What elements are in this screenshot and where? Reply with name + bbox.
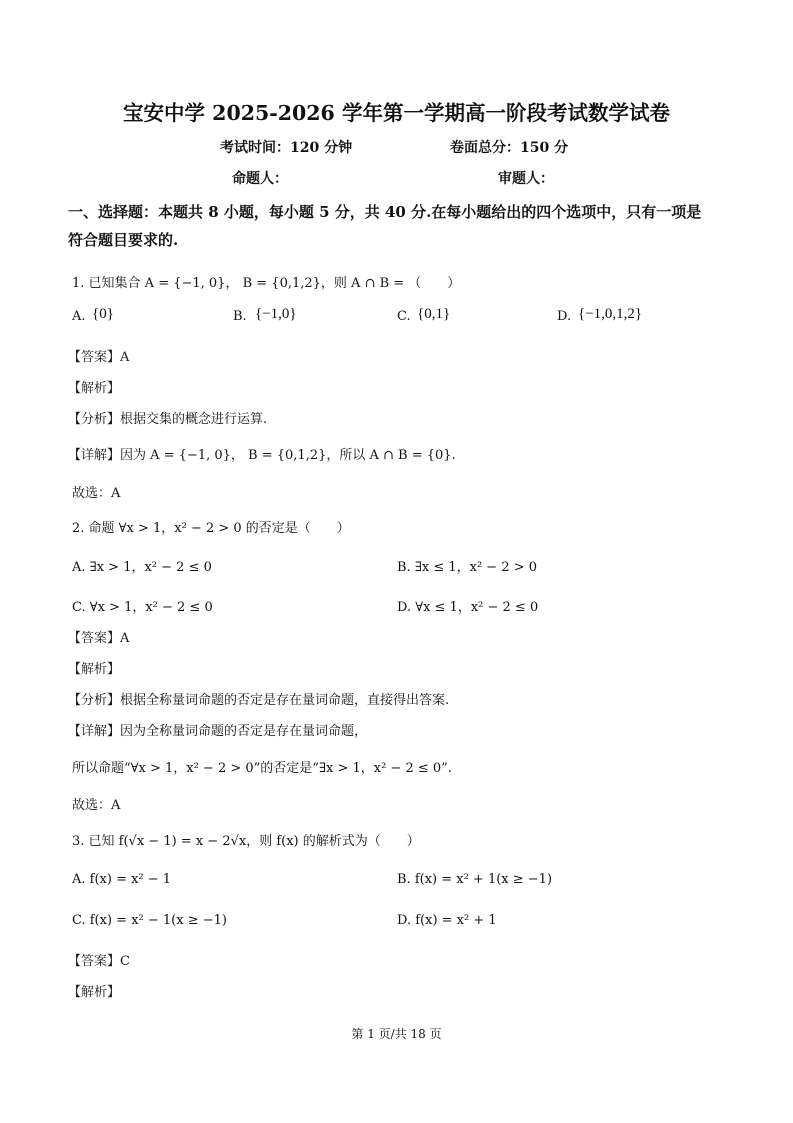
q3-analysis-heading: 【解析】 xyxy=(68,985,121,1000)
reviewer-label: 审题人： xyxy=(498,171,554,187)
exam-time: 考试时间：120 分钟 xyxy=(220,140,353,156)
q1-option-a-label: A. xyxy=(72,309,86,324)
q2-detail: 【详解】因为全称量词命题的否定是存在量词命题， xyxy=(68,724,368,739)
q1-option-b-value: {−1,0} xyxy=(255,306,297,322)
total-score: 卷面总分：150 分 xyxy=(450,140,569,156)
q3-option-d: D. f(x) = x² + 1 xyxy=(397,913,497,928)
q2-detail-line2: 所以命题“∀x > 1，x² − 2 > 0”的否定是“∃x > 1，x² − 2 ≤ 0”. xyxy=(72,761,452,776)
q1-detail: 【详解】因为 A = {−1, 0}， B = {0,1,2}，所以 A ∩ B = {0}. xyxy=(68,448,456,463)
q1-option-d-value: {−1,0,1,2} xyxy=(578,306,643,322)
q2-choice: 故选：A xyxy=(72,798,121,813)
author-label: 命题人： xyxy=(232,171,288,187)
section-heading-line1: 一、选择题：本题共 8 小题，每小题 5 分，共 40 分.在每小题给出的四个选项中，只有一项是 xyxy=(68,203,702,221)
q1-option-c-value: {0,1} xyxy=(417,306,451,322)
exam-title: 宝安中学 2025-2026 学年第一学期高一阶段考试数学试卷 xyxy=(123,101,670,125)
q2-option-a: A. ∃x > 1，x² − 2 ≤ 0 xyxy=(72,560,212,575)
q2-answer: 【答案】A xyxy=(68,631,130,646)
q1-answer: 【答案】A xyxy=(68,350,130,365)
q2-option-c: C. ∀x > 1，x² − 2 ≤ 0 xyxy=(72,600,213,615)
q3-option-c: C. f(x) = x² − 1(x ≥ −1) xyxy=(72,913,227,928)
q1-choice: 故选：A xyxy=(72,486,121,501)
q3-option-b: B. f(x) = x² + 1(x ≥ −1) xyxy=(397,872,553,887)
q2-option-d: D. ∀x ≤ 1，x² − 2 ≤ 0 xyxy=(397,600,539,615)
q1-analysis: 【分析】根据交集的概念进行运算. xyxy=(68,412,268,427)
q2-option-b: B. ∃x ≤ 1，x² − 2 > 0 xyxy=(397,560,538,575)
q2-analysis-heading: 【解析】 xyxy=(68,662,121,677)
q3-stem: 3. 已知 f(√x − 1) = x − 2√x，则 f(x) 的解析式为（ ） xyxy=(72,834,420,849)
q1-option-b-label: B. xyxy=(233,309,247,324)
q3-option-a: A. f(x) = x² − 1 xyxy=(72,872,172,887)
q1-stem: 1. 已知集合 A = {−1, 0}， B = {0,1,2}，则 A ∩ B = （ ） xyxy=(72,276,461,291)
q1-option-d-label: D. xyxy=(557,309,572,324)
q2-analysis: 【分析】根据全称量词命题的否定是存在量词命题，直接得出答案. xyxy=(68,693,450,708)
section-heading-line2: 符合题目要求的. xyxy=(68,231,179,249)
q1-analysis-heading: 【解析】 xyxy=(68,381,121,396)
q1-option-c-label: C. xyxy=(397,309,411,324)
q2-stem: 2. 命题 ∀x > 1，x² − 2 > 0 的否定是（ ） xyxy=(72,521,350,536)
q1-option-a-value: {0} xyxy=(92,306,114,322)
q3-answer: 【答案】C xyxy=(68,954,130,969)
page-footer: 第 1 页/共 18 页 xyxy=(351,1027,442,1041)
